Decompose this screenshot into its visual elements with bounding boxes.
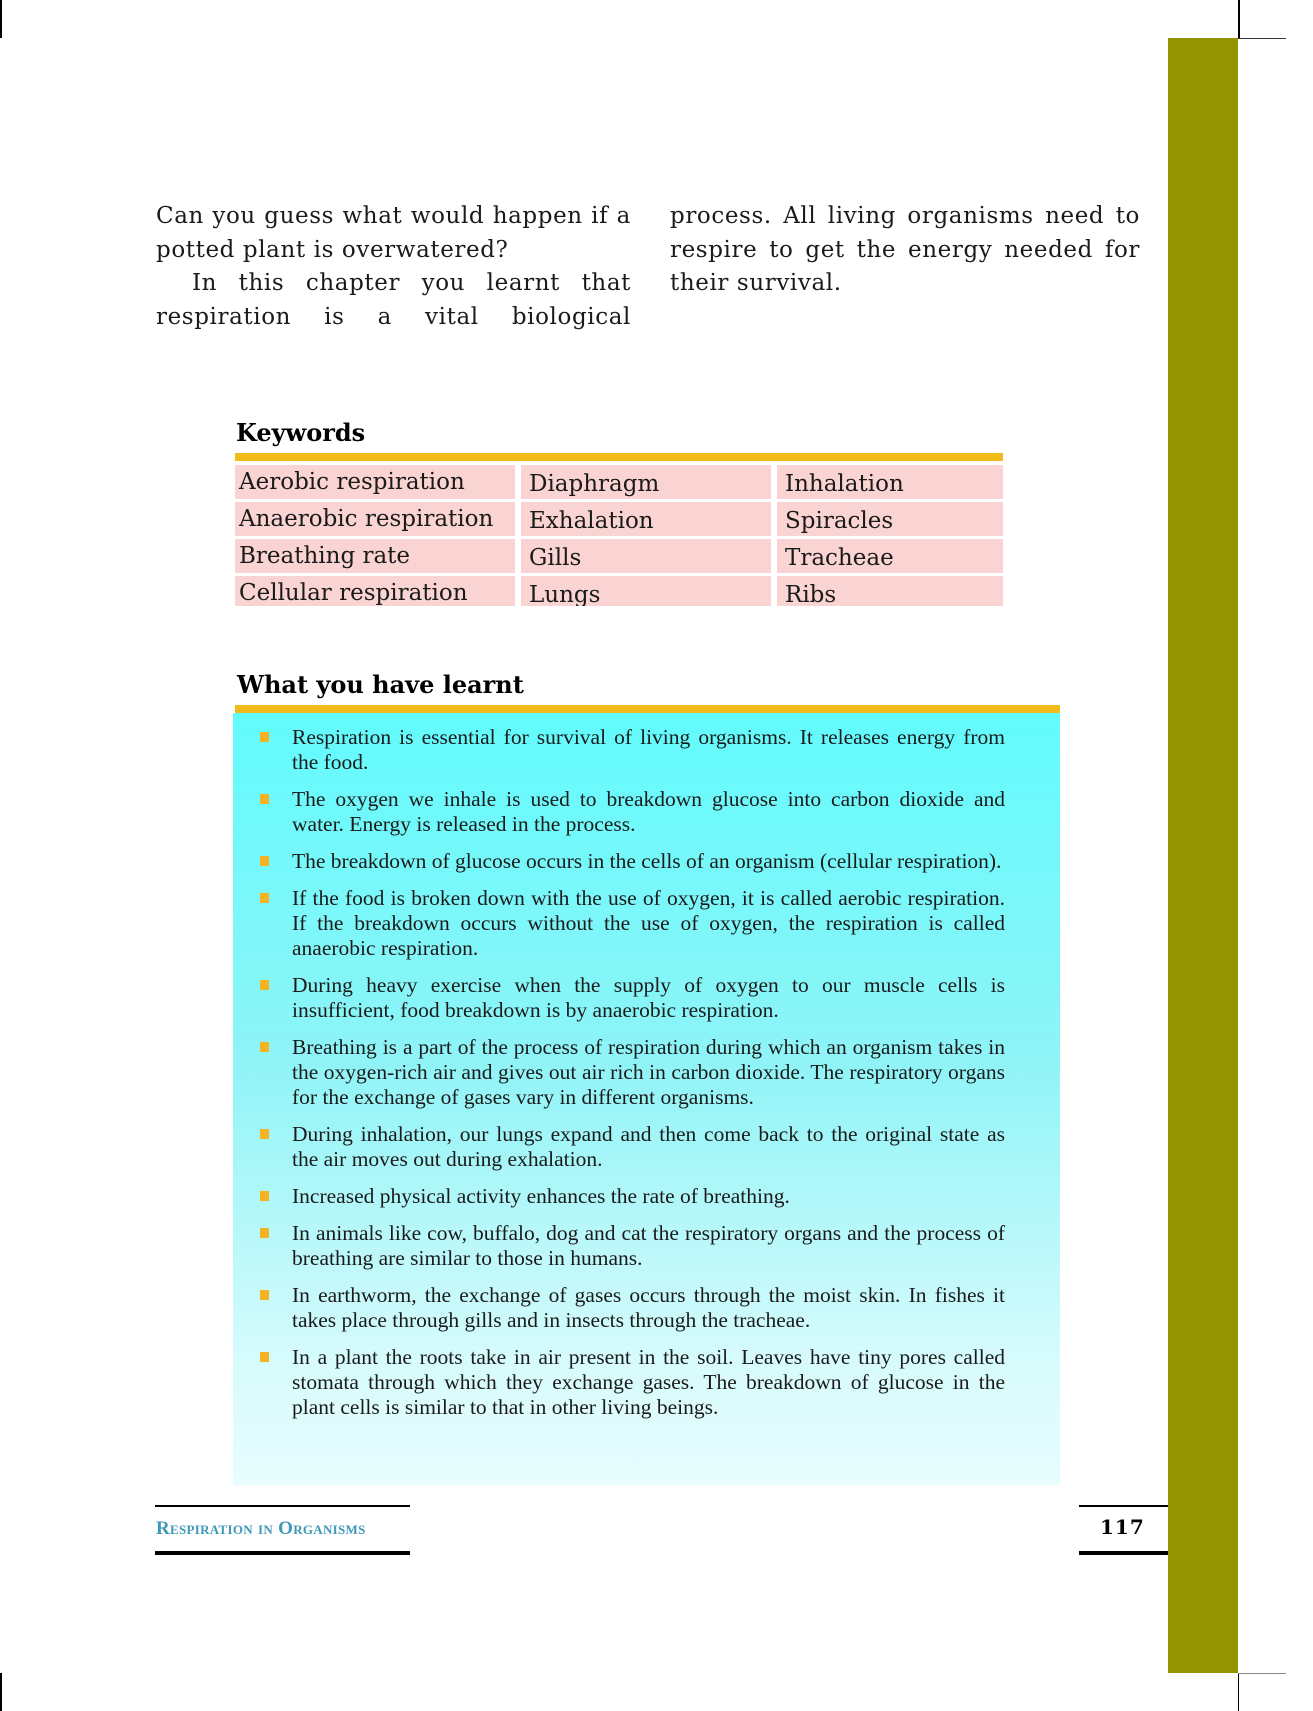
learnt-item: In animals like cow, buffalo, dog and cat the respiratory organs and the process of breathing are similar to those in humans. [233,1221,1060,1271]
keywords-heading: Keywords [236,418,366,447]
square-bullet-icon [260,856,269,866]
square-bullet-icon [260,893,269,903]
crop-mark-bottom-right-vertical [1238,1673,1239,1711]
keyword-cell: Inhalation [777,465,1003,499]
learnt-item: During heavy exercise when the supply of oxygen to our muscle cells is insufficient, food breakdown is by anaerobic respiration. [233,973,1060,1023]
learnt-summary-box [233,713,1060,1485]
square-bullet-icon [260,1290,269,1300]
keyword-cell: Diaphragm [521,465,771,499]
square-bullet-icon [260,1352,269,1362]
square-bullet-icon [260,1191,269,1201]
footer-rule-top-right [1079,1505,1168,1507]
learnt-item: Breathing is a part of the process of respiration during which an organism takes in the oxygen-rich air and gives out air rich in carbon dioxide. The respiratory organs for the exchange of gases vary in different organisms. [233,1035,1060,1110]
crop-mark-bottom-right-horizontal [1238,1673,1286,1674]
square-bullet-icon [260,980,269,990]
footer-rule-bottom-left [155,1551,410,1555]
crop-mark-bottom-left [0,1673,2,1711]
keywords-row [235,539,1003,573]
square-bullet-icon [260,1042,269,1052]
intro-right-column [670,200,1145,301]
learnt-item: In a plant the roots take in air present in the soil. Leaves have tiny pores called stomata through which they exchange gases. The breakdown of glucose in the plant cells is similar to that in other living beings. [233,1345,1060,1420]
keywords-row [235,576,1003,606]
intro-left-column [156,200,631,334]
keywords-row [235,465,1003,499]
page-number: 117 [1100,1515,1145,1539]
keyword-cell: Cellular respiration [235,576,515,606]
keywords-row [235,502,1003,536]
crop-mark-top-right-vertical [1238,0,1240,38]
learnt-accent-bar [235,705,1060,713]
learnt-item: In earthworm, the exchange of gases occurs through the moist skin. In fishes it takes place through gills and in insects through the tracheae. [233,1283,1060,1333]
keyword-cell: Gills [521,539,771,573]
learnt-item: The oxygen we inhale is used to breakdown glucose into carbon dioxide and water. Energy is released in the process. [233,787,1060,837]
footer-chapter-title: Respiration in Organisms [156,1518,366,1539]
chapter-side-bar [1168,38,1238,1673]
intro-paragraph-2: In this chapter you learnt that respiration is a vital biological [156,270,631,330]
learnt-item: During inhalation, our lungs expand and then come back to the original state as the air moves out during exhalation. [233,1122,1060,1172]
square-bullet-icon [260,732,269,742]
keyword-cell: Aerobic respiration [235,465,515,499]
learnt-heading: What you have learnt [237,670,524,699]
intro-paragraph-1: Can you guess what would happen if a potted plant is overwatered? [156,203,631,263]
square-bullet-icon [260,1228,269,1238]
keyword-cell: Breathing rate [235,539,515,573]
footer-rule-top-left [155,1505,410,1507]
square-bullet-icon [260,1129,269,1139]
footer-rule-bottom-right [1079,1551,1168,1555]
keyword-cell: Ribs [777,576,1003,606]
keywords-table [235,465,1003,609]
keywords-accent-bar [235,453,1003,461]
square-bullet-icon [260,794,269,804]
learnt-item: If the food is broken down with the use of oxygen, it is called aerobic respiration. If the breakdown occurs without the use of oxygen, the respiration is called anaerobic respiration. [233,886,1060,961]
keyword-cell: Lungs [521,576,771,606]
keyword-cell: Spiracles [777,502,1003,536]
crop-mark-top-left [0,0,2,38]
learnt-item: Increased physical activity enhances the rate of breathing. [233,1184,1060,1209]
learnt-list [233,713,1060,1420]
crop-mark-top-right-horizontal [1238,38,1286,39]
keyword-cell: Anaerobic respiration [235,502,515,536]
keyword-cell: Exhalation [521,502,771,536]
learnt-item: Respiration is essential for survival of living organisms. It releases energy from the food. [233,725,1060,775]
intro-paragraph-3: process. All living organisms need to respire to get the energy needed for their survival. [670,203,1140,296]
learnt-item: The breakdown of glucose occurs in the cells of an organism (cellular respiration). [233,849,1060,874]
keyword-cell: Tracheae [777,539,1003,573]
